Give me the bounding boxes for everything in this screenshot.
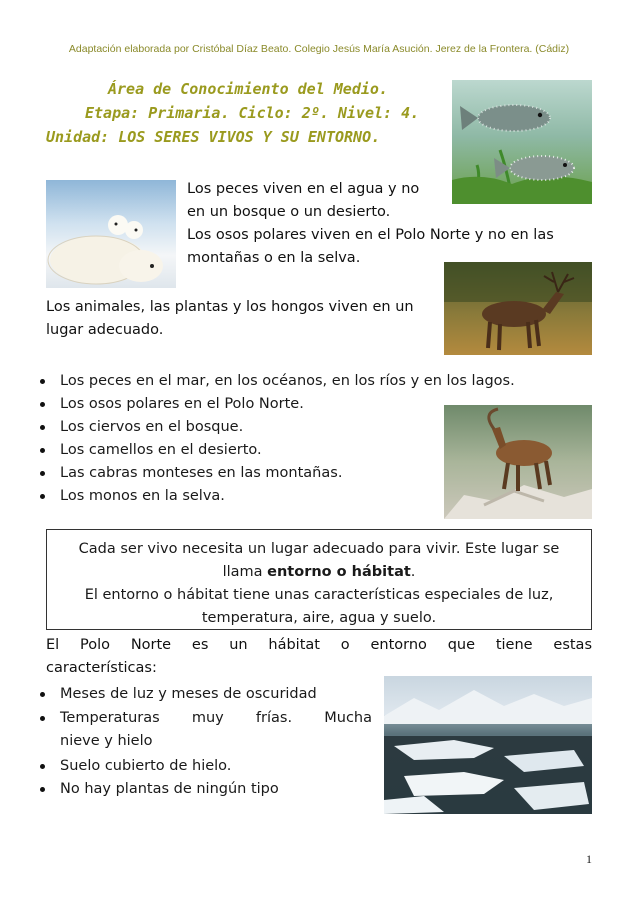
title-area: Área de Conocimiento del Medio. — [108, 80, 388, 98]
para-line-1: Los animales, las plantas y los hongos viven en un — [46, 299, 414, 315]
list-item: No hay plantas de ningún tipo — [60, 778, 279, 801]
intro-line-2: en un bosque o un desierto. — [187, 204, 391, 220]
list-item: Los camellos en el desierto. — [60, 439, 262, 462]
polo-line-2: características: — [46, 660, 157, 676]
para-line-2: lugar adecuado. — [46, 322, 164, 338]
mountain-goat-photo — [444, 405, 592, 519]
bullet-icon — [40, 448, 45, 453]
title-stage: Etapa: Primaria. Ciclo: 2º. Nivel: 4. — [85, 104, 420, 122]
arctic-ice-photo — [384, 676, 592, 814]
intro-line-3: Los osos polares viven en el Polo Norte y no en las — [187, 227, 554, 243]
bullet-icon — [40, 402, 45, 407]
box-line-4: temperatura, aire, agua y suelo. — [201, 610, 437, 626]
list-item: Temperaturas muy frías. Mucha — [60, 707, 372, 730]
deer-photo — [444, 262, 592, 355]
list-item: Suelo cubierto de hielo. — [60, 755, 231, 778]
list-item: Los peces en el mar, en los océanos, en los ríos y en los lagos. — [60, 370, 515, 393]
list-item: Meses de luz y meses de oscuridad — [60, 683, 317, 706]
box-line-3: El entorno o hábitat tiene unas características especiales de luz, — [84, 587, 554, 603]
polo-line-1: El Polo Norte es un hábitat o entorno que tiene estas — [46, 637, 592, 653]
list-item: Los monos en la selva. — [60, 485, 225, 508]
bullet-icon — [40, 425, 45, 430]
bullet-icon — [40, 764, 45, 769]
title-unit: Unidad: LOS SERES VIVOS Y SU ENTORNO. — [46, 128, 381, 146]
intro-line-1: Los peces viven en el agua y no — [187, 181, 420, 197]
page-number: 1 — [586, 852, 592, 866]
list-item-continuation: nieve y hielo — [60, 733, 153, 749]
bullet-icon — [40, 494, 45, 499]
bullet-icon — [40, 379, 45, 384]
intro-line-4: montañas o en la selva. — [187, 250, 361, 266]
polar-bears-photo — [46, 180, 176, 288]
list-item: Los ciervos en el bosque. — [60, 416, 243, 439]
bullet-icon — [40, 471, 45, 476]
page-header: Adaptación elaborada por Cristóbal Díaz Beato. Colegio Jesús María Asución. Jerez de la Frontera. (Cádiz) — [68, 43, 570, 55]
habitat-term: entorno o hábitat — [267, 564, 411, 580]
definition-box — [46, 529, 592, 630]
bullet-icon — [40, 787, 45, 792]
box-line-2: llama entorno o hábitat. — [222, 564, 416, 580]
list-item: Los osos polares en el Polo Norte. — [60, 393, 304, 416]
bullet-icon — [40, 692, 45, 697]
bullet-icon — [40, 716, 45, 721]
fish-photo — [452, 80, 592, 204]
box-line-1: Cada ser vivo necesita un lugar adecuado para vivir. Este lugar se — [78, 541, 560, 557]
list-item: Las cabras monteses en las montañas. — [60, 462, 342, 485]
